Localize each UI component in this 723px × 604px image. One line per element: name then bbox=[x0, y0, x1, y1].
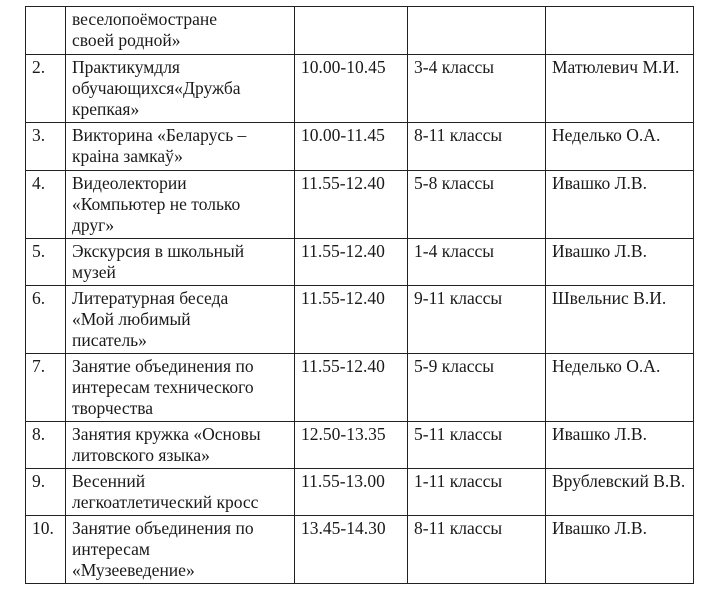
event-responsible bbox=[546, 7, 694, 55]
table-row bbox=[26, 422, 694, 469]
event-name-line: своей родной» bbox=[72, 30, 181, 50]
event-name bbox=[66, 55, 295, 123]
event-name bbox=[66, 469, 295, 516]
event-name-word: Практикум bbox=[72, 57, 155, 77]
event-time: 11.55-12.40 bbox=[295, 286, 408, 354]
event-name bbox=[66, 123, 295, 171]
event-name bbox=[66, 171, 295, 239]
event-classes: 1-4 классы bbox=[408, 239, 546, 286]
event-classes: 3-4 классы bbox=[408, 55, 546, 123]
row-number: 7. bbox=[26, 354, 66, 422]
event-classes: 1-11 классы bbox=[408, 469, 546, 516]
row-number: 5. bbox=[26, 239, 66, 286]
event-name-line: творчества bbox=[72, 398, 154, 418]
event-responsible: Ивашко Л.В. bbox=[546, 516, 694, 584]
row-number: 3. bbox=[26, 123, 66, 171]
event-name bbox=[66, 239, 295, 286]
event-name-word: поём bbox=[121, 9, 159, 29]
event-time: 11.55-12.40 bbox=[295, 171, 408, 239]
event-classes: 9-11 классы bbox=[408, 286, 546, 354]
table-row bbox=[26, 239, 694, 286]
event-responsible: Врублевский В.В. bbox=[546, 469, 694, 516]
event-time: 11.55-13.00 bbox=[295, 469, 408, 516]
event-name bbox=[66, 422, 295, 469]
row-number: 4. bbox=[26, 171, 66, 239]
event-name-line: легкоатлетический кросс bbox=[72, 492, 259, 512]
event-name-line: Литературная беседа bbox=[72, 288, 229, 308]
row-number: 2. bbox=[26, 55, 66, 123]
event-responsible: Неделько О.А. bbox=[546, 354, 694, 422]
event-classes: 8-11 классы bbox=[408, 516, 546, 584]
event-name-line bbox=[72, 9, 288, 30]
event-name-line: Экскурсия в школьный bbox=[72, 241, 245, 261]
table-row bbox=[26, 286, 694, 354]
event-name-word: стране bbox=[167, 9, 218, 29]
table-row bbox=[26, 123, 694, 171]
event-name-line: интересам bbox=[72, 539, 150, 559]
table-row bbox=[26, 171, 694, 239]
event-classes: 8-11 классы bbox=[408, 123, 546, 171]
row-number: 6. bbox=[26, 286, 66, 354]
event-classes bbox=[408, 7, 546, 55]
event-name-line: музей bbox=[72, 262, 116, 282]
event-name-line bbox=[72, 57, 288, 78]
table-row bbox=[26, 516, 694, 584]
event-name-line: писатель» bbox=[72, 330, 147, 350]
event-name-line: литовского языка» bbox=[72, 445, 210, 465]
event-classes: 5-8 классы bbox=[408, 171, 546, 239]
event-name bbox=[66, 286, 295, 354]
event-name-line: друг» bbox=[72, 215, 115, 235]
event-name-line: Занятие объединения по bbox=[72, 356, 254, 376]
event-name-word: «Дружба bbox=[174, 78, 241, 98]
event-responsible: Неделько О.А. bbox=[546, 123, 694, 171]
event-time: 11.55-12.40 bbox=[295, 354, 408, 422]
event-responsible: Ивашко Л.В. bbox=[546, 171, 694, 239]
table-row bbox=[26, 55, 694, 123]
row-number: 10. bbox=[26, 516, 66, 584]
schedule-table bbox=[25, 6, 694, 584]
event-name-line: Викторина «Беларусь – bbox=[72, 125, 247, 145]
event-name-line: Видеолектории bbox=[72, 173, 187, 193]
table-row bbox=[26, 7, 694, 55]
event-responsible: Матюлевич М.И. bbox=[546, 55, 694, 123]
row-number bbox=[26, 7, 66, 55]
event-name-line: интересам технического bbox=[72, 377, 254, 397]
event-name-line: Весенний bbox=[72, 471, 146, 491]
event-classes: 5-9 классы bbox=[408, 354, 546, 422]
event-responsible: Ивашко Л.В. bbox=[546, 239, 694, 286]
event-name-line bbox=[72, 78, 288, 99]
table-row bbox=[26, 469, 694, 516]
event-classes: 5-11 классы bbox=[408, 422, 546, 469]
event-name-line: «Компьютер не только bbox=[72, 194, 241, 214]
event-time: 12.50-13.35 bbox=[295, 422, 408, 469]
event-name-word: весело bbox=[72, 9, 122, 29]
row-number: 8. bbox=[26, 422, 66, 469]
event-time: 10.00-10.45 bbox=[295, 55, 408, 123]
event-responsible: Ивашко Л.В. bbox=[546, 422, 694, 469]
event-time bbox=[295, 7, 408, 55]
event-name bbox=[66, 7, 295, 55]
event-name bbox=[66, 354, 295, 422]
event-name-line: Занятие объединения по bbox=[72, 518, 254, 538]
table-row bbox=[26, 354, 694, 422]
event-name-line: Занятия кружка «Основы bbox=[72, 424, 261, 444]
event-name-word: для bbox=[154, 57, 180, 77]
event-name-word: обучающихся bbox=[72, 78, 175, 98]
event-name-line: крепкая» bbox=[72, 99, 140, 119]
event-time: 11.55-12.40 bbox=[295, 239, 408, 286]
event-name-line: «Мой любимый bbox=[72, 309, 191, 329]
event-time: 10.00-11.45 bbox=[295, 123, 408, 171]
event-name bbox=[66, 516, 295, 584]
event-name-word: о bbox=[158, 9, 168, 29]
event-name-line: «Музееведение» bbox=[72, 560, 195, 580]
event-name-line: краіна замкаў» bbox=[72, 146, 183, 166]
event-time: 13.45-14.30 bbox=[295, 516, 408, 584]
row-number: 9. bbox=[26, 469, 66, 516]
event-responsible: Швельнис В.И. bbox=[546, 286, 694, 354]
